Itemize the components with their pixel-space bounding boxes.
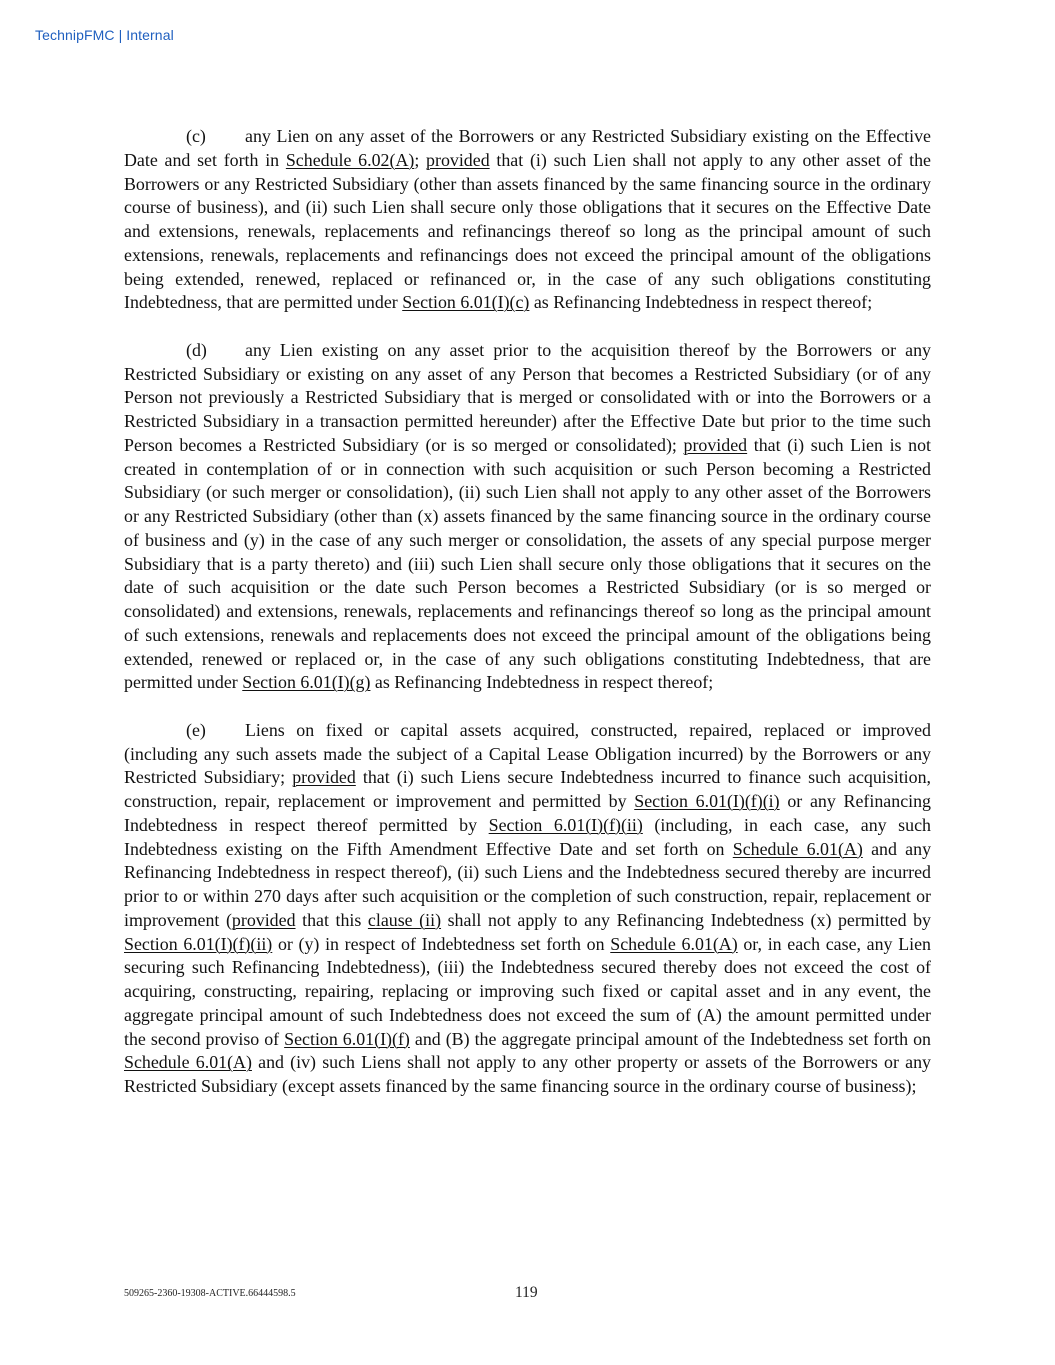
paragraph-d: [124, 339, 931, 695]
cross-reference: Section 6.01(I)(c): [402, 292, 530, 313]
paragraph-text: shall not apply to any Refinancing Indebtedness (x) permitted by: [441, 909, 931, 930]
cross-reference: Section 6.01(I)(g): [242, 672, 371, 693]
classification-label: TechnipFMC | Internal: [35, 27, 174, 43]
paragraph-text: ;: [414, 149, 427, 170]
paragraph-text: that (i) such Liens secure Indebtedness incurred to finance such acquisition, construction, repair, replacement or improvement and permitted by: [124, 767, 931, 811]
paragraph-text: any Lien on any asset of the Borrowers or any Restricted Subsidiary existing on the Effective Date and set forth in: [124, 126, 931, 170]
cross-reference: Section 6.01(I)(f)(ii): [124, 933, 273, 954]
paragraph-text: as Refinancing Indebtedness in respect thereof;: [370, 672, 714, 693]
cross-reference: provided: [231, 909, 296, 930]
paragraph-text: and (B) the aggregate principal amount of the Indebtedness set forth on: [409, 1028, 931, 1049]
paragraph-text: any Lien existing on any asset prior to the acquisition thereof by the Borrowers or any Restricted Subsidiary or existing on any asset of any Person that becomes a Restricted Subsidiary (or of any Person not previously a Restricted Subsidiary that is merged or consolidated with or into the Borrowers or a Restricted Subsidiary in a transaction permitted hereunder) after the Effective Date but prior to the time such Person becomes a Restricted Subsidiary (or is so merged or consolidated);: [124, 339, 931, 455]
document-id: 509265-2360-19308-ACTIVE.66444598.5: [124, 1288, 296, 1299]
cross-reference: Schedule 6.01(A): [610, 933, 738, 954]
paragraph-e: [124, 719, 931, 1099]
paragraph-label: (d): [186, 339, 207, 360]
cross-reference: Schedule 6.02(A): [285, 149, 415, 170]
paragraph-c: [124, 125, 931, 315]
document-body: [124, 125, 931, 1123]
cross-reference: Schedule 6.01(A): [124, 1052, 252, 1073]
cross-reference: Section 6.01(I)(f)(ii): [488, 814, 643, 835]
paragraph-text: Liens on fixed or capital assets acquired, constructed, repaired, replaced or improved (including any such assets made the subject of a Capital Lease Obligation incurred) by the Borrowers or any Restricted Subsidiary;: [124, 719, 931, 788]
cross-reference: Section 6.01(I)(f)(i): [634, 791, 780, 811]
cross-reference: Section 6.01(I)(f): [284, 1028, 410, 1049]
paragraph-text: and (iv) such Liens shall not apply to any other property or assets of the Borrowers or any Restricted Subsidiary (except assets financed by the same financing source in the ordinary course of business);: [124, 1052, 931, 1096]
paragraph-text: or (y) in respect of Indebtedness set forth on: [272, 933, 611, 954]
cross-reference: provided: [683, 434, 748, 455]
paragraph-text: that (i) such Lien is not created in contemplation of or in connection with such acquisition or such Person becoming a Restricted Subsidiary (or such merger or consolidation), (ii) such Lien shall not apply to any other asset of the Borrowers or any Restricted Subsidiary (other than (x) assets financed by the same financing source in the ordinary course of business and (y) in the case of any such merger or consolidation, the assets of any special purpose merger Subsidiary that is a party thereto) and (iii) such Lien shall secure only those obligations that it secures on the date of such acquisition or the date such Person becomes a Restricted Subsidiary (or is so merged or consolidated) and extensions, renewals, replacements and refinancings thereof so long as the principal amount of such extensions, renewals and replacements does not exceed the principal amount of the obligations being extended, renewed or replaced or, in the case of any such obligations constituting Indebtedness, that are permitted under: [124, 434, 931, 693]
paragraph-text: or, in each case, any Lien securing such Refinancing Indebtedness), (iii) the Indebtedness secured thereby does not exceed the cost of acquiring, constructing, repairing, replacing or improving such fixed or capital asset and in any event, the aggregate principal amount of such Indebtedness does not exceed the sum of (A) the amount permitted under the second proviso of: [124, 933, 931, 1049]
paragraph-label: (c): [186, 126, 206, 146]
paragraph-label: (e): [186, 719, 206, 740]
paragraph-text: that this: [295, 909, 368, 930]
paragraph-text: that (i) such Lien shall not apply to any other asset of the Borrowers or any Restricted Subsidiary (other than assets financed by the same financing source in the ordinary course of business), and (ii) such Lien shall secure only those obligations that it secures on the Effective Date and extensions, renewals, replacements and refinancings thereof so long as the principal amount of such extensions, renewals, replacements and refinancings does not exceed the principal amount of the obligations being extended, renewed, replaced or refinanced or, in the case of any such obligations constituting Indebtedness, that are permitted under: [124, 149, 931, 313]
paragraph-text: and any Refinancing Indebtedness in respect thereof), (ii) such Liens and the Indebtedness secured thereby are incurred prior to or within 270 days after such acquisition or the completion of such construction, repair, replacement or improvement (: [124, 838, 932, 930]
cross-reference: Schedule 6.01(A): [732, 838, 863, 859]
cross-reference: provided: [426, 149, 490, 170]
cross-reference: clause (ii): [367, 909, 442, 930]
paragraph-text: (including, in each case, any such Indebtedness existing on the Fifth Amendment Effective Date and set forth on: [124, 814, 931, 859]
paragraph-text: as Refinancing Indebtedness in respect thereof;: [529, 292, 873, 313]
cross-reference: provided: [292, 767, 356, 788]
page-number: 119: [515, 1284, 538, 1301]
paragraph-text: or any Refinancing Indebtedness in respect thereof permitted by: [124, 791, 931, 835]
